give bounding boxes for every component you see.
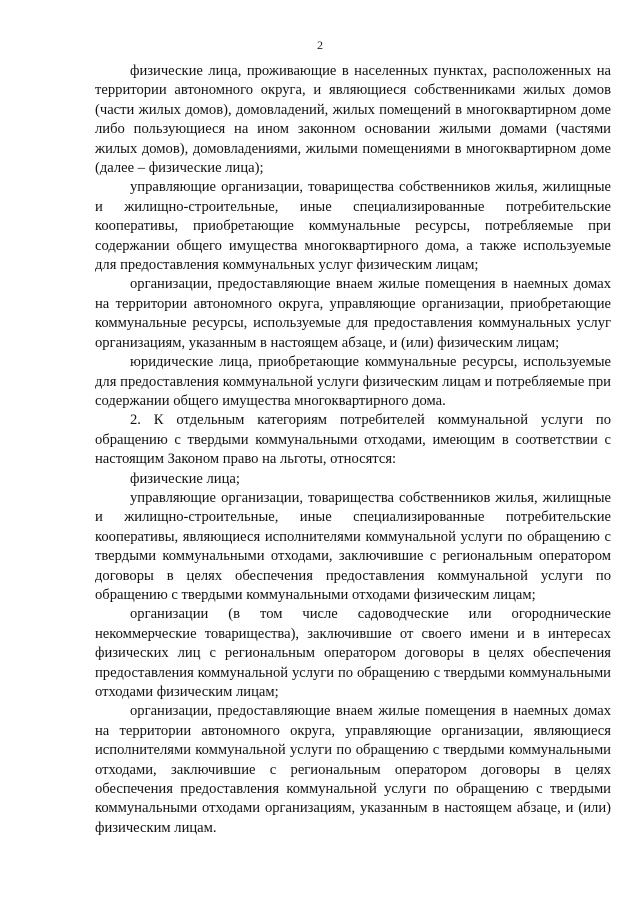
paragraph-individuals-definition: физические лица, проживающие в населенных пунктах, расположенных на территории автономного округа, и являющиеся собственниками жилых домов (части жилых домов), домовладений, жилых помещений в многоквартирном доме либо пользующиеся на ином законном основании жилыми домами (частями жилых домов), домовладениями, жилыми помещениями в многоквартирном доме (далее – физические лица); <box>95 63 611 177</box>
paragraph-waste-management-organizations: управляющие организации, товарищества собственников жилья, жилищные и жилищно-строительные, иные специализированные потребительские кооперативы, являющиеся исполнителями коммунальной услуги по обращению с твердыми коммунальными отходами, заключившие с региональным оператором договоры в целях обеспечения предоставления коммунальной услуги по обращению с твердыми коммунальными отходами физическим лицам; <box>95 489 611 603</box>
paragraph-section-2-intro: 2. К отдельным категориям потребителей коммунальной услуги по обращению с твердыми коммунальными отходами, имеющим в соответствии с настоящим Законом право на льготы, относятся: <box>95 412 611 468</box>
paragraph-individuals: физические лица; <box>130 470 240 487</box>
paragraph-gardening-partnerships: организации (в том числе садоводческие или огороднические некоммерческие товарищества), заключившие от своего имени и в интересах физических лиц с региональным оператором договоры в целях обеспечения предоставления коммунальной услуги по обращению с твердыми коммунальными отходами физическим лицам; <box>95 606 611 700</box>
paragraph-rental-waste-organizations: организации, предоставляющие внаем жилые помещения в наемных домах на территории автономного округа, управляющие организации, являющиеся исполнителями коммунальной услуги по обращению с твердыми коммунальными отходами, заключившие с региональным оператором договоры в целях обеспечения предоставления коммунальной услуги по обращению с твердыми коммунальными отходами организациям, указанным в настоящем абзаце, и (или) физическим лицам. <box>95 703 611 836</box>
page-number: 2 <box>317 38 323 52</box>
paragraph-management-organizations: управляющие организации, товарищества собственников жилья, жилищные и жилищно-строительные, иные специализированные потребительские кооперативы, приобретающие коммунальные ресурсы, потребляемые при содержании общего имущества многоквартирного дома, а также используемые для предоставления коммунальных услуг физическим лицам; <box>95 179 611 274</box>
document-body <box>95 62 611 838</box>
paragraph-rental-housing-organizations: организации, предоставляющие внаем жилые помещения в наемных домах на территории автономного округа, управляющие организации, приобретающие коммунальные ресурсы, используемые для предоставления коммунальных услуг организациям, указанным в настоящем абзаце, и (или) физическим лицам; <box>95 276 611 351</box>
paragraph-legal-entities: юридические лица, приобретающие коммунальные ресурсы, используемые для предоставления коммунальной услуги физическим лицам и потребляемые при содержании общего имущества многоквартирного дома. <box>95 354 611 409</box>
